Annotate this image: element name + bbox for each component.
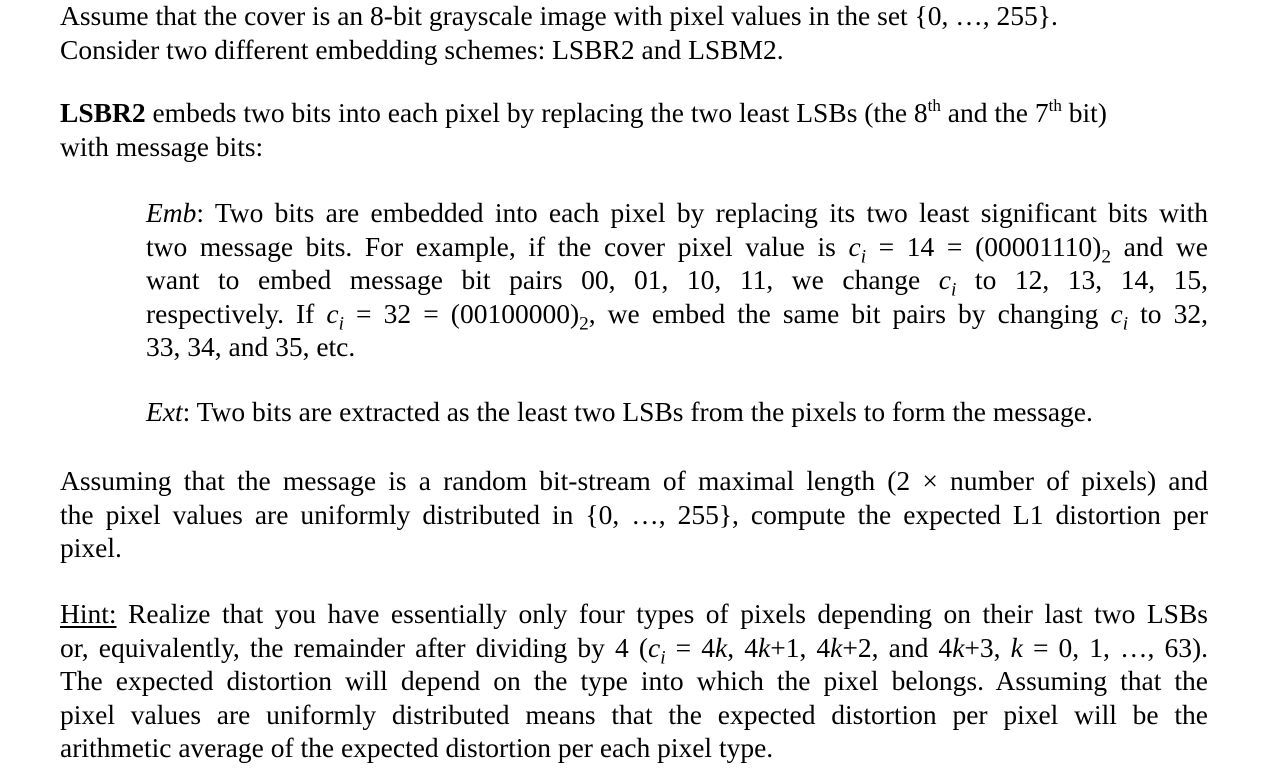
hint-line-1: Hint: Realize that you have essentially only four types of pixels depending on their last two LSBs [60, 598, 1208, 629]
question-paragraph [60, 464, 1208, 565]
lsbr2-term: LSBR2 [60, 97, 146, 128]
hint-line-5: arithmetic average of the expected distortion per each pixel type. [60, 732, 774, 763]
emb-line-1: Emb: Two bits are embedded into each pixel by replacing its two least significant bits with [146, 197, 1208, 228]
question-line-3: pixel. [60, 532, 122, 563]
emb-line-4: respectively. If $c_i = 32 = (00100000)_2$, we embed the same bit pairs by changing $c_i$ to 32, [146, 297, 1209, 334]
intro-paragraph [60, 0, 1208, 66]
ext-line-1: Ext: Two bits are extracted as the least two LSBs from the pixels to form the message. [146, 396, 1093, 427]
lsbr2-line-1: LSBR2 embeds two bits into each pixel by replacing the two least LSBs (the 8th and the 7th bit) [60, 96, 1107, 128]
emb-line-3: want to embed message bit pairs 00, 01, 10, 11, we change $c_i$ to 12, 13, 14, 15, [146, 264, 1209, 301]
question-line-2: the pixel values are uniformly distributed in {0, …, 255}, compute the expected L1 distortion per [60, 498, 1208, 530]
hint-line-3: The expected distortion will depend on the type into which the pixel belongs. Assuming that the [60, 665, 1208, 696]
hint-line-4: pixel values are uniformly distributed means that the expected distortion per pixel will be the [60, 698, 1208, 730]
intro-line-1: Assume that the cover is an 8-bit grayscale image with pixel values in the set {0, …, 255}. [60, 0, 1058, 31]
emb-paragraph [146, 196, 1208, 364]
ext-paragraph [146, 395, 1208, 429]
hint-paragraph [60, 597, 1208, 765]
hint-label: Hint: [60, 598, 117, 629]
intro-line-2: Consider two different embedding schemes: LSBR2 and LSBM2. [60, 33, 784, 65]
hint-line-2: or, equivalently, the remainder after dividing by 4 ($c_i = 4k$, 4k+1, 4k+2, and 4k+3, k = 0, 1, …, 63). [60, 631, 1209, 668]
lsbr2-paragraph [60, 96, 1208, 163]
lsbr2-line-2: with message bits: [60, 130, 264, 162]
emb-line-5: 33, 34, and 35, etc. [146, 331, 356, 362]
ext-term: Ext [146, 396, 183, 427]
emb-line-2: two message bits. For example, if the cover pixel value is $c_i = 14 = (00001110)_2$ and we [146, 230, 1208, 267]
emb-term: Emb [146, 197, 197, 228]
question-line-1: Assuming that the message is a random bit-stream of maximal length (2 × number of pixels) and [60, 465, 1208, 496]
